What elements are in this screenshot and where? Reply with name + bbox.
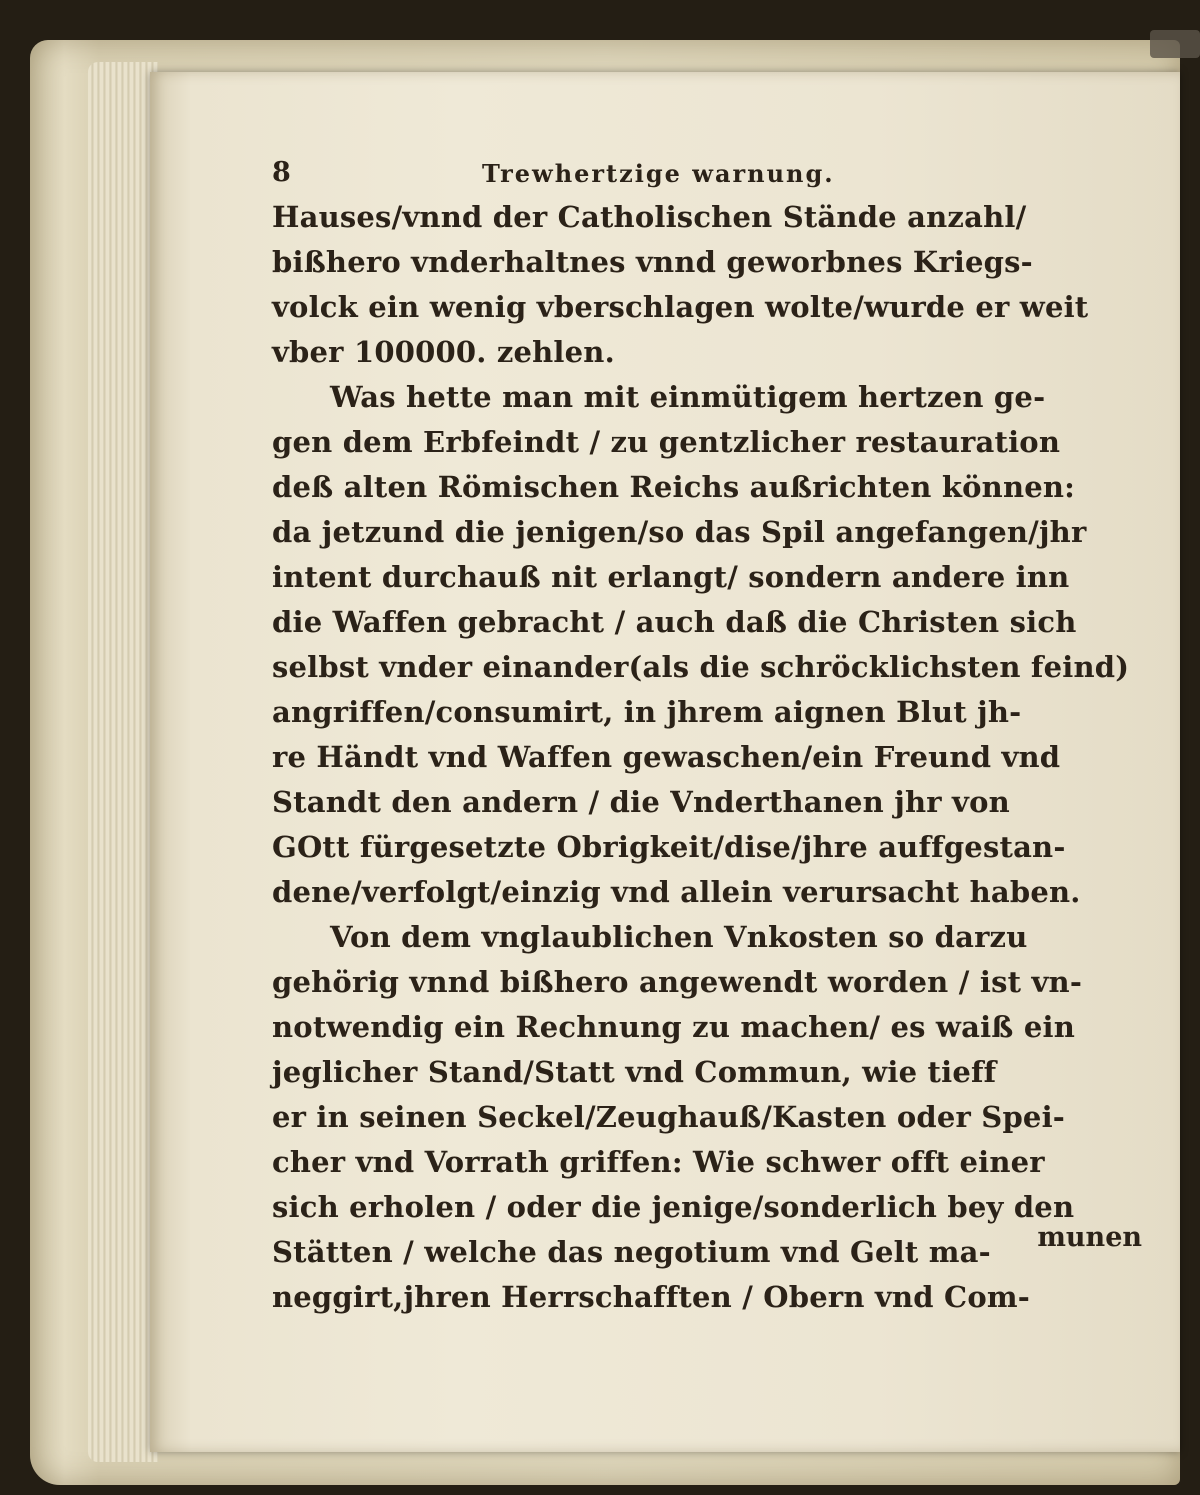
text-line: deß alten Römischen Reichs außrichten können: xyxy=(272,470,1076,504)
text-line: bißhero vnderhaltnes vnnd geworbnes Kriegs- xyxy=(272,245,1033,279)
clasp xyxy=(1150,30,1200,58)
text-line: neggirt,jhren Herrschafften / Obern vnd Com- xyxy=(272,1280,1030,1314)
text-line: cher vnd Vorrath griffen: Wie schwer offt einer xyxy=(272,1145,1045,1179)
text-line: notwendig ein Rechnung zu machen/ es waiß ein xyxy=(272,1010,1075,1044)
text-line: er in seinen Seckel/Zeughauß/Kasten oder Spei- xyxy=(272,1100,1066,1134)
text-line: selbst vnder einander(als die schröcklichsten feind) xyxy=(272,650,1130,684)
text-line: die Waffen gebracht / auch daß die Christen sich xyxy=(272,605,1077,639)
text-block xyxy=(272,155,1142,1320)
text-line: re Händt vnd Waffen gewaschen/ein Freund vnd xyxy=(272,740,1061,774)
running-title: Trewhertzige warnung. xyxy=(482,159,835,188)
text-line: intent durchauß nit erlangt/ sondern andere inn xyxy=(272,560,1070,594)
text-line: Stätten / welche das negotium vnd Gelt ma- xyxy=(272,1235,991,1269)
text-line: sich erholen / oder die jenige/sonderlich bey den xyxy=(272,1190,1075,1224)
catchword: munen xyxy=(1037,1222,1142,1253)
text-line: Standt den andern / die Vnderthanen jhr von xyxy=(272,785,1010,819)
page-header xyxy=(272,155,1142,195)
text-line: gen dem Erbfeindt / zu gentzlicher restauration xyxy=(272,425,1061,459)
text-line: angriffen/consumirt, in jhrem aignen Blut jh- xyxy=(272,695,1022,729)
page-edges xyxy=(88,62,158,1462)
text-line: GOtt fürgesetzte Obrigkeit/dise/jhre auffgestan- xyxy=(272,830,1066,864)
text-line: Von dem vnglaublichen Vnkosten so darzu xyxy=(330,920,1028,954)
text-line: Was hette man mit einmütigem hertzen ge- xyxy=(330,380,1046,414)
text-line: volck ein wenig vberschlagen wolte/wurde er weit xyxy=(272,290,1089,324)
text-line: dene/verfolgt/einzig vnd allein verursacht haben. xyxy=(272,875,1081,909)
page-number: 8 xyxy=(272,157,292,188)
text-line: gehörig vnnd bißhero angewendt worden / ist vn- xyxy=(272,965,1083,999)
text-line: da jetzund die jenigen/so das Spil angefangen/jhr xyxy=(272,515,1087,549)
text-line: jeglicher Stand/Statt vnd Commun, wie tieff xyxy=(272,1055,997,1089)
text-line: Hauses/vnnd der Catholischen Stände anzahl/ xyxy=(272,200,1027,234)
text-line: vber 100000. zehlen. xyxy=(272,335,615,369)
